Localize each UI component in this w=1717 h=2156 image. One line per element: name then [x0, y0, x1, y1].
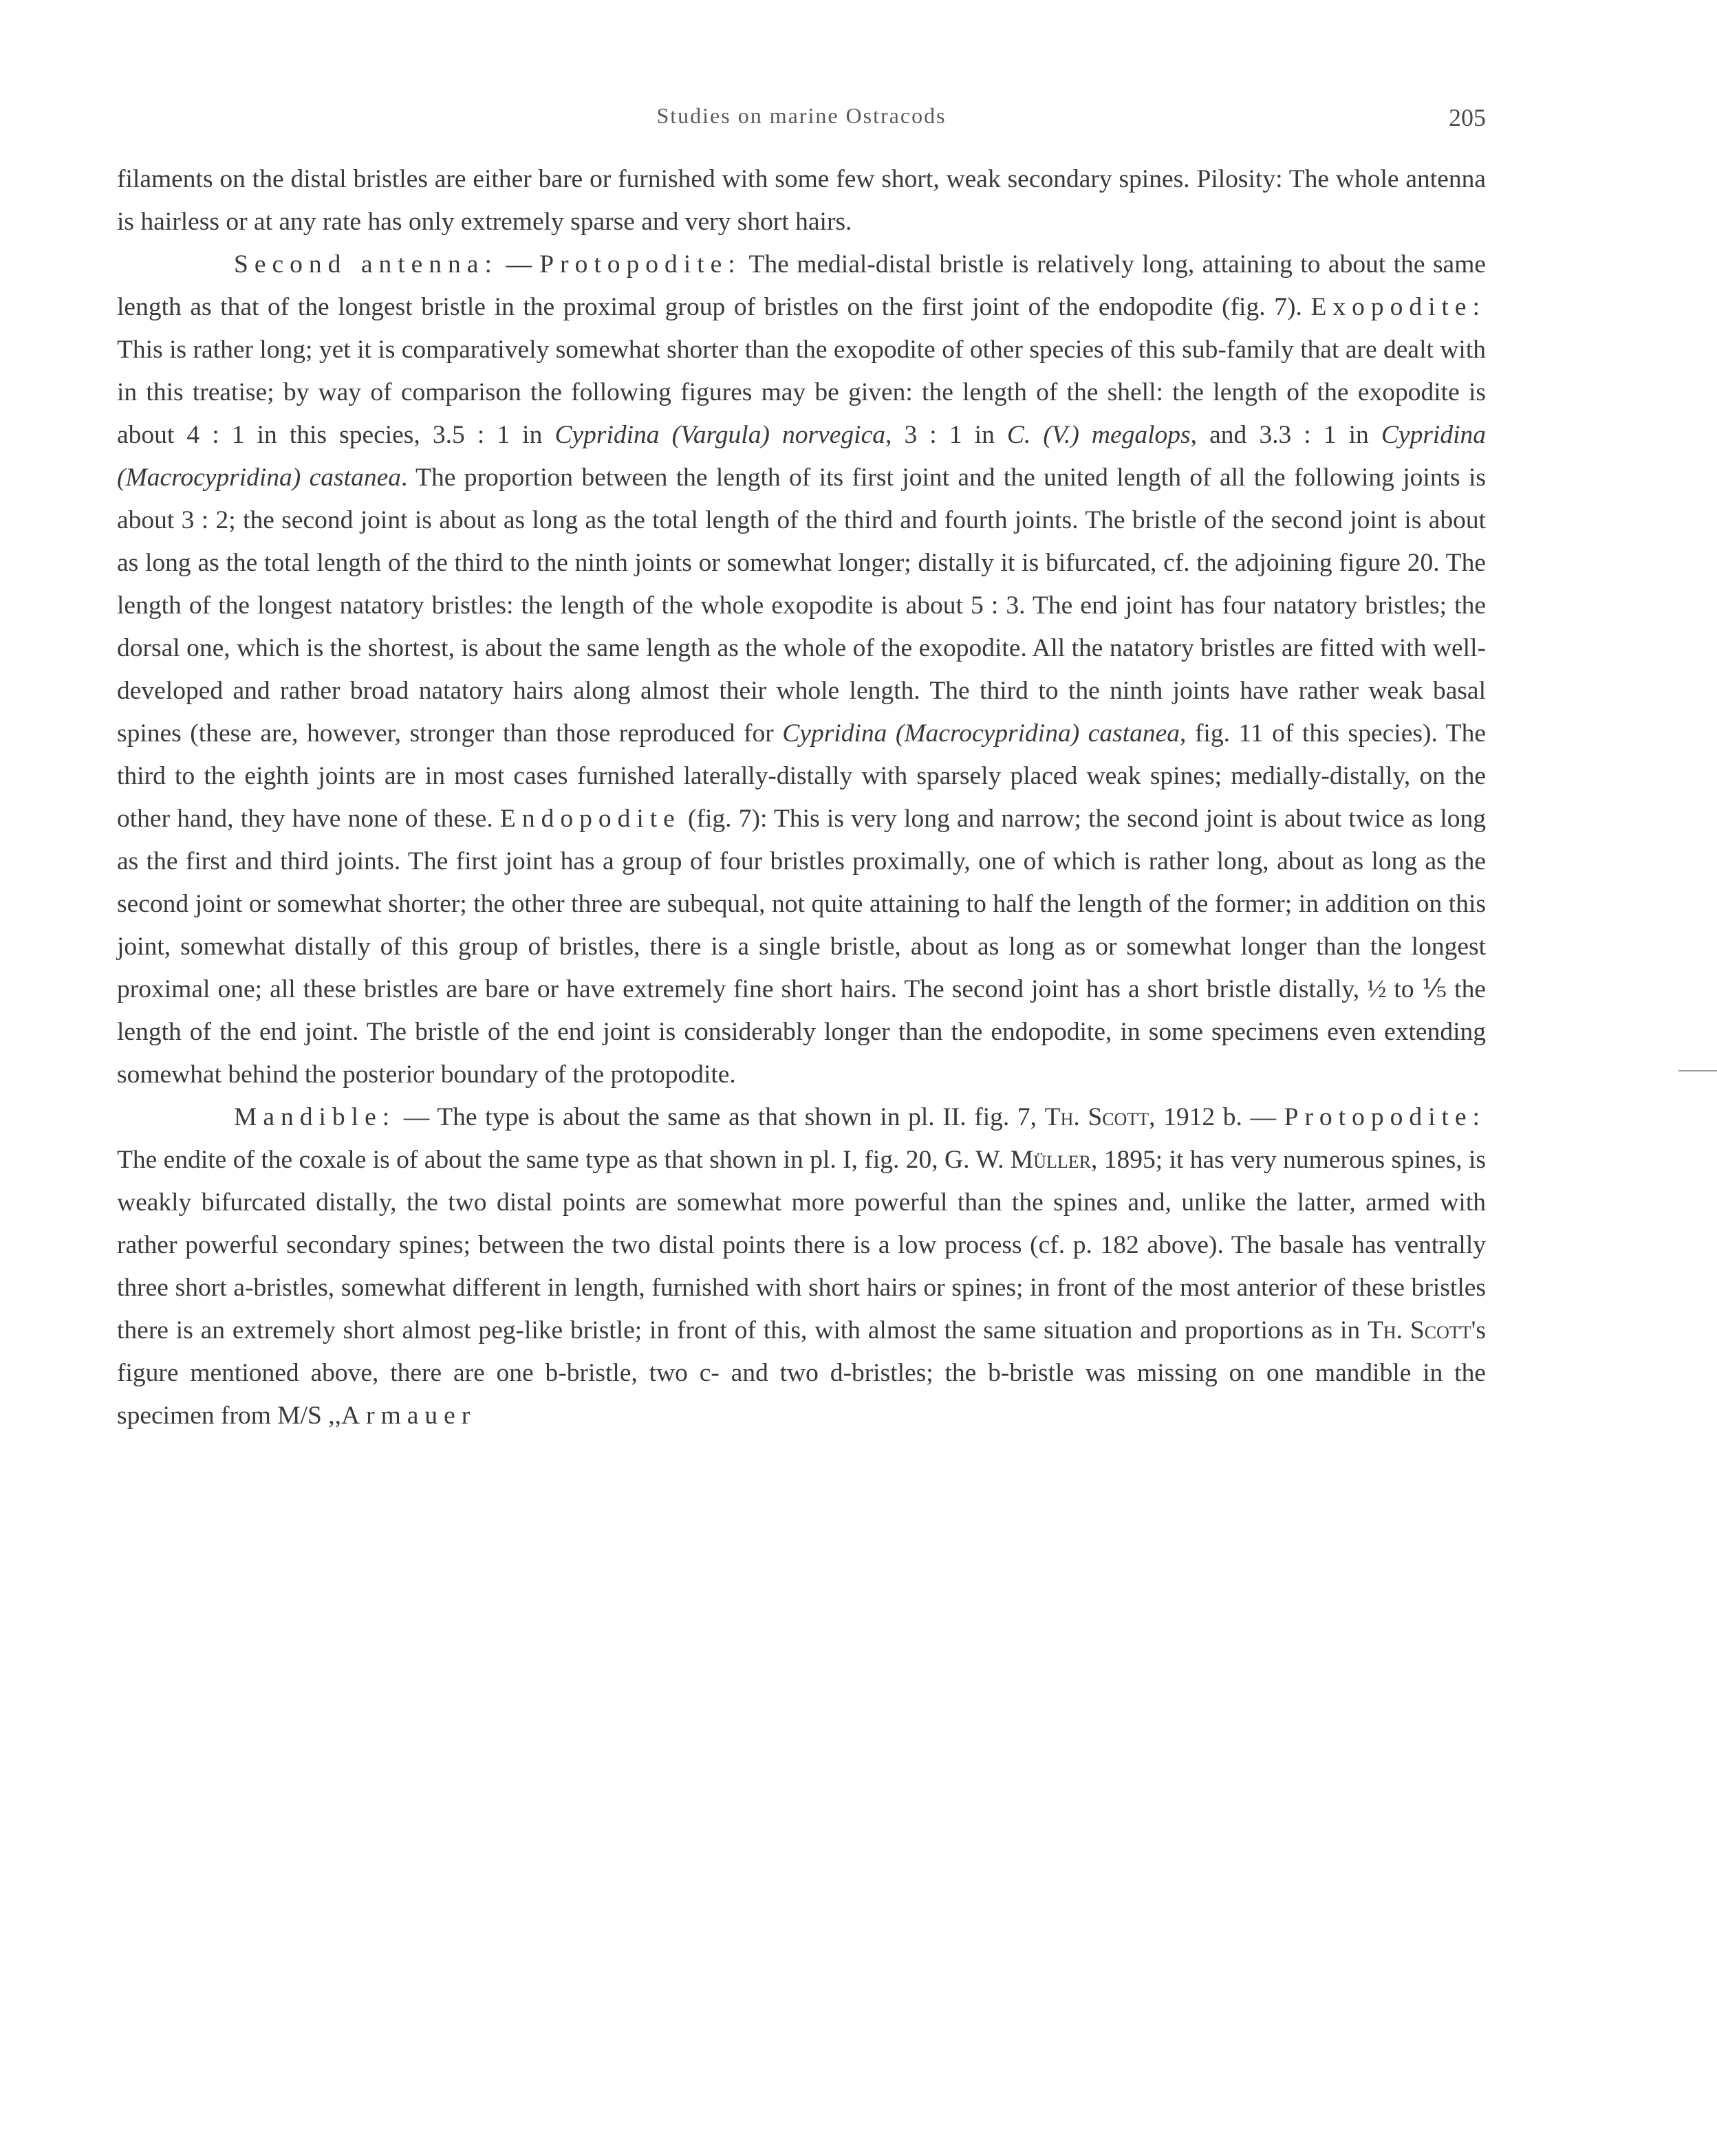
species-name: Cypridina (Macrocypridina) castanea — [782, 719, 1180, 748]
page-header — [117, 103, 1486, 131]
author-name: Müller — [1010, 1146, 1091, 1174]
text-run: , fig. 11 of this species). The third to the eighth joints are in most cases furnished laterally-distally with sparsely placed weak spines; medially-distally, on the other hand, they have none of these. — [117, 719, 1486, 833]
subheading-protopodite: Protopodite: — [539, 250, 742, 279]
text-run: This is rather long; yet it is comparatively somewhat shorter than the exopodite of other species of this sub-family that are dealt with in this treatise; by way of comparison the following figures may be given: the length of the shell: the length of the exopodite is about 4 : 1 in this species, 3.5 : 1 in — [117, 336, 1486, 449]
text-run: — The type is about the same as that shown in pl. II. fig. 7, — [396, 1103, 1045, 1131]
margin-mark — [1678, 1070, 1717, 1071]
text-run: 's figure mentioned above, there are one b-bristle, two c- and two d-bristles; the b-bristle was missing on one mandible in the specimen from M/S ,, — [117, 1316, 1486, 1430]
text-run: , 3 : 1 in — [885, 421, 1007, 449]
text-run: , 1895; it has very numerous spines, is weakly bifurcated distally, the two distal points are somewhat more powerful than the spines and, unlike the latter, armed with rather powerful secondary spines; between the two distal points there is a low process (cf. p. 182 above). The basale has ventrally three short a-bristles, somewhat different in length, furnished with short hairs or spines; in front of the most anterior of these bristles there is an extremely short almost peg-like bristle; in front of this, with almost the same situation and proportions as in — [117, 1146, 1486, 1344]
author-name: Th. Scott — [1044, 1103, 1149, 1131]
text-run: The medial-distal bristle is relatively long, attaining to about the same length as that of the longest bristle in the proximal group of bristles on the first joint of the endopodite (fig. 7). — [117, 250, 1487, 321]
paragraph-mandible — [117, 1096, 1486, 1437]
paragraph-first-antenna-end — [117, 158, 1486, 243]
subheading-exopodite: Exopodite: — [1310, 293, 1486, 321]
running-title: Studies on marine Ostracods — [656, 103, 947, 128]
species-name: Cypridina (Macrocypridina) castanea — [117, 421, 1486, 492]
page-number: 205 — [1449, 104, 1486, 131]
text-run: — — [497, 250, 540, 279]
text-run: , and 3.3 : 1 in — [1190, 421, 1381, 449]
species-name: C. (V.) megalops — [1006, 421, 1191, 449]
body-text — [117, 158, 1486, 1437]
text-run: . The proportion between the length of its first joint and the united length of all the following joints is about 3 : 2; the second joint is about as long as the total length of the third and fourth joints. The bristle of the second joint is about as long as the total length of the third to the ninth joints or somewhat longer; distally it is bifurcated, cf. the adjoining figure 20. The length of the longest natatory bristles: the length of the whole exopodite is about 5 : 3. The end joint has four natatory bristles; the dorsal one, which is the shortest, is about the same length as the whole of the exopodite. All the natatory bristles are fitted with well-developed and rather broad natatory hairs along almost their whole length. The third to the ninth joints have rather weak basal spines (these are, however, stronger than those reproduced for — [117, 464, 1486, 748]
author-name: Th. Scott — [1368, 1316, 1471, 1344]
vessel-name: Armauer — [341, 1402, 477, 1430]
section-heading-second-antenna: Second antenna: — [234, 250, 498, 279]
species-name: Cypridina (Vargula) norvegica — [554, 421, 885, 449]
paragraph-second-antenna — [117, 243, 1486, 1096]
section-heading-mandible: Mandible: — [234, 1103, 396, 1131]
text-run: , 1912 b. — — [1149, 1103, 1284, 1131]
text-run: The endite of the coxale is of about the same type as that shown in pl. I, fig. 20, G. W. — [117, 1146, 1011, 1174]
subheading-endopodite: Endopodite — [499, 805, 681, 833]
text-run: (fig. 7): This is very long and narrow; the second joint is about twice as long as the first and third joints. The first joint has a group of four bristles proximally, one of which is rather long, about as long as the second joint or somewhat shorter; the other three are subequal, not quite attaining to half the length of the former; in addition on this joint, somewhat distally of this group of bristles, there is a single bristle, about as long as or somewhat longer than the longest proximal one; all these bristles are bare or have extremely fine short hairs. The second joint has a short bristle distally, ½ to ⅕ the length of the end joint. The bristle of the end joint is considerably longer than the endopodite, in some specimens even extending somewhat behind the posterior boundary of the protopodite. — [117, 805, 1486, 1089]
paragraph-text: filaments on the distal bristles are either bare or furnished with some few short, weak secondary spines. Pilosity: The whole antenna is hairless or at any rate has only extremely sparse and very short hairs. — [117, 165, 1486, 236]
subheading-protopodite: Protopodite: — [1284, 1103, 1487, 1131]
